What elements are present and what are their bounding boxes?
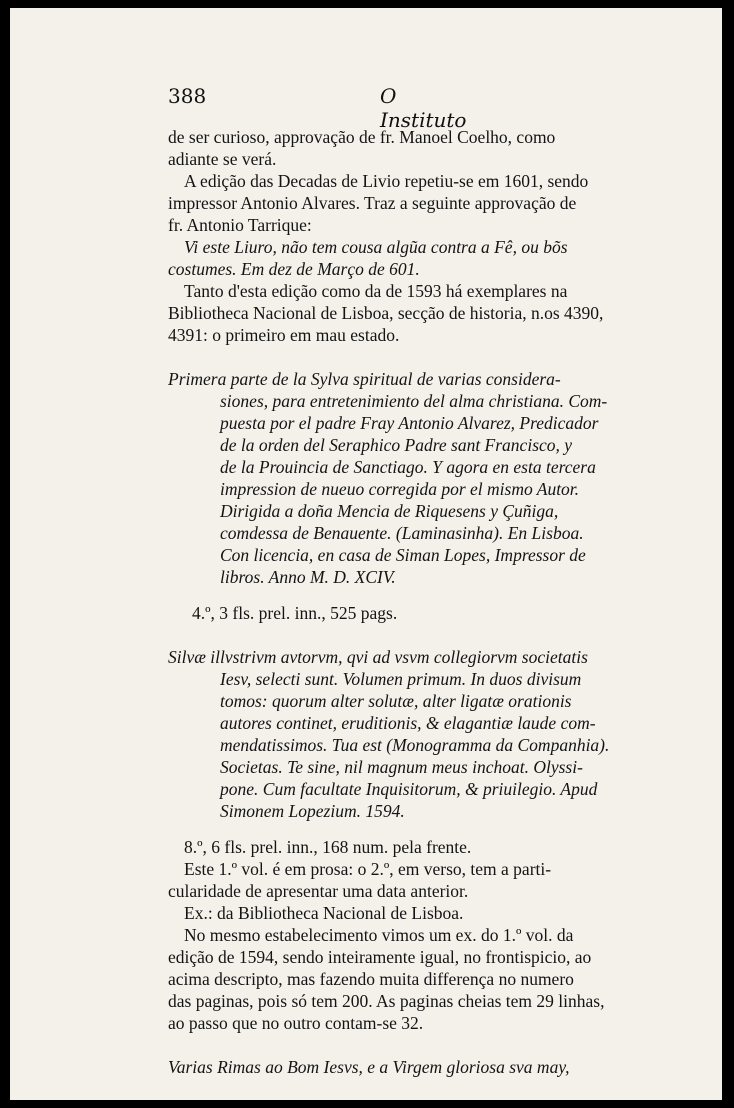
paragraph-1	[168, 126, 644, 170]
entry-line: siones, para entretenimiento del alma christiana. Com-	[220, 391, 608, 411]
page-number: 388	[168, 84, 207, 108]
page-body	[168, 126, 644, 1078]
entry-line: Silvæ illvstrivm avtorvm, qvi ad vsvm collegiorvm societatis	[168, 647, 588, 667]
paragraph-2	[168, 170, 644, 236]
page-header	[168, 84, 467, 132]
quote-line: costumes. Em dez de Março de 601.	[168, 259, 420, 279]
text-line: Tanto d'esta edição como da de 1593 há exemplares na	[184, 281, 568, 301]
entry-line: Primera parte de la Sylva spiritual de varias considera-	[168, 369, 561, 389]
entry-3-title: Varias Rimas ao Bom Iesvs, e a Virgem gloriosa sva may,	[168, 1057, 570, 1077]
entry-line: de la orden del Seraphico Padre sant Francisco, y	[220, 435, 573, 455]
entry-2-notes	[168, 836, 644, 1034]
entry-line: Con licencia, en casa de Siman Lopes, Impressor de	[220, 545, 586, 565]
entry-line: Societas. Te sine, nil magnum meus inchoat. Olyssi-	[220, 757, 583, 777]
paragraph-3	[168, 280, 644, 346]
bibliographic-entry-1	[168, 368, 644, 588]
entry-line: pone. Cum facultate Inquisitorum, & priuilegio. Apud	[220, 779, 598, 799]
book-page	[10, 8, 722, 1100]
note-line: Este 1.º vol. é em prosa: o 2.º, em verso, tem a parti-	[184, 859, 552, 879]
entry-line: Dirigida a doña Mencia de Riquesens y Çuñiga,	[220, 501, 559, 521]
entry-line: comdessa de Benauente. (Laminasinha). En Lisboa.	[220, 523, 584, 543]
text-line: de ser curioso, approvação de fr. Manoel Coelho, como	[168, 127, 556, 147]
text-line: Bibliotheca Nacional de Lisboa, secção de historia, n.os 4390,	[168, 303, 604, 323]
entry-line: de la Prouincia de Sanctiago. Y agora en esta tercera	[220, 457, 596, 477]
approval-quote	[168, 236, 644, 280]
entry-line: autores continet, eruditionis, & elagantiæ laude com-	[220, 713, 596, 733]
text-line: adiante se verá.	[168, 149, 277, 169]
note-line: No mesmo estabelecimento vimos um ex. do 1.º vol. da	[184, 925, 574, 945]
text-line: 4391: o primeiro em mau estado.	[168, 325, 400, 345]
bibliographic-entry-2	[168, 646, 644, 822]
entry-1-format: 4.º, 3 fls. prel. inn., 525 pags.	[192, 603, 398, 623]
note-line: Ex.: da Bibliotheca Nacional de Lisboa.	[184, 903, 464, 923]
quote-line: Vi este Liuro, não tem cousa algũa contra a Fê, ou bõs	[184, 237, 568, 257]
entry-line: tomos: quorum alter solutæ, alter ligatæ orationis	[220, 691, 572, 711]
entry-line: Simonem Lopezium. 1594.	[220, 801, 405, 821]
text-line: A edição das Decadas de Livio repetiu-se em 1601, sendo	[184, 171, 589, 191]
note-line: ao passo que no outro contam-se 32.	[168, 1013, 424, 1033]
running-title: O Instituto	[380, 84, 467, 132]
note-line: acima descripto, mas fazendo muita differença no numero	[168, 969, 574, 989]
entry-line: Iesv, selecti sunt. Volumen primum. In duos divisum	[220, 669, 582, 689]
note-line: das paginas, pois só tem 200. As paginas cheias tem 29 linhas,	[168, 991, 605, 1011]
entry-line: mendatissimos. Tua est (Monogramma da Companhia).	[220, 735, 610, 755]
note-line: 8.º, 6 fls. prel. inn., 168 num. pela frente.	[184, 837, 472, 857]
text-line: fr. Antonio Tarrique:	[168, 215, 312, 235]
note-line: cularidade de apresentar uma data anterior.	[168, 881, 469, 901]
text-line: impressor Antonio Alvares. Traz a seguinte approvação de	[168, 193, 577, 213]
entry-line: puesta por el padre Fray Antonio Alvarez, Predicador	[220, 413, 599, 433]
entry-line: impression de nueuo corregida por el mismo Autor.	[220, 479, 580, 499]
entry-line: libros. Anno M. D. XCIV.	[220, 567, 396, 587]
note-line: edição de 1594, sendo inteiramente igual, no frontispicio, ao	[168, 947, 592, 967]
